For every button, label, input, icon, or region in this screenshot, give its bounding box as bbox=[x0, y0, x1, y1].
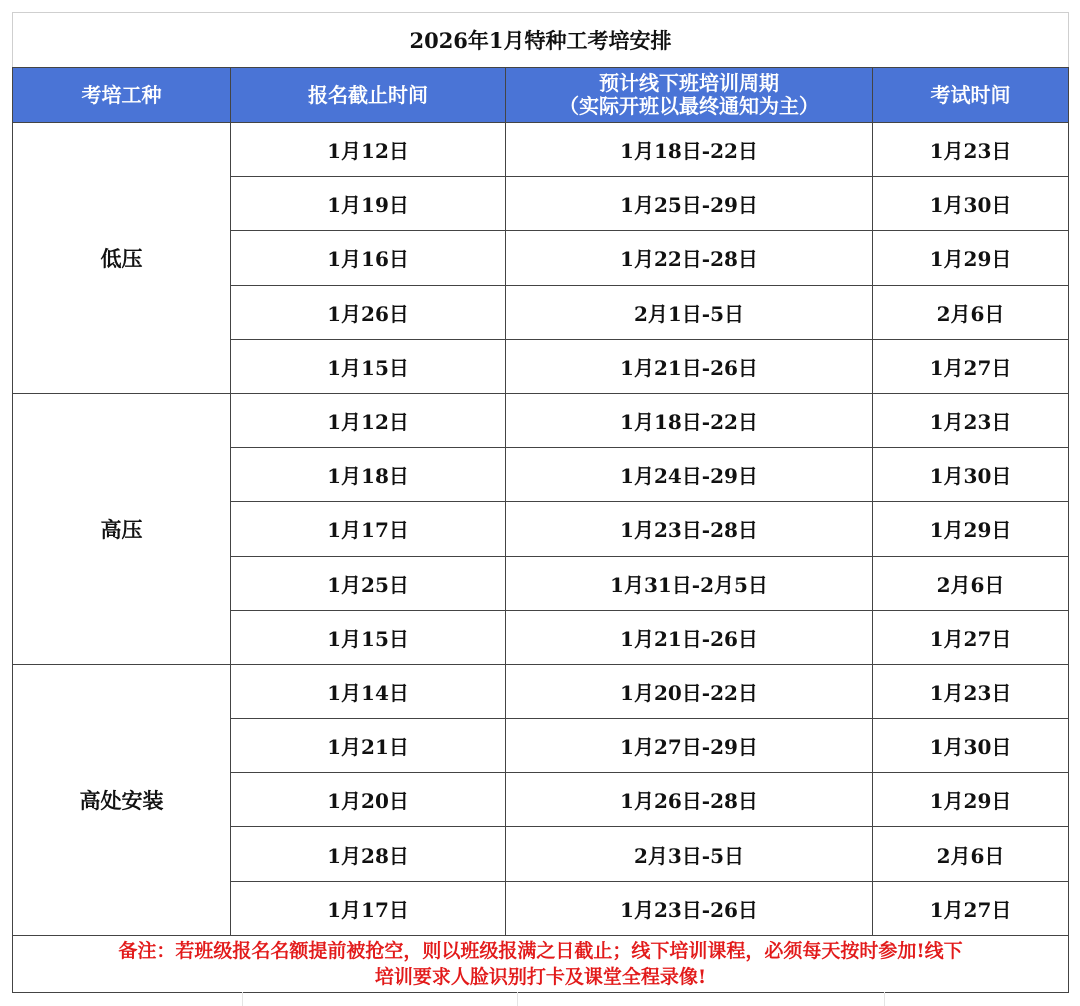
deadline-cell: 1月15日 bbox=[231, 610, 506, 664]
exam-cell: 1月29日 bbox=[873, 502, 1069, 556]
title-row bbox=[13, 13, 1069, 68]
category-cell: 低压 bbox=[13, 123, 231, 394]
exam-cell: 1月30日 bbox=[873, 177, 1069, 231]
exam-cell: 1月23日 bbox=[873, 664, 1069, 718]
note-line-1: 备注：若班级报名名额提前被抢空，则以班级报满之日截止；线下培训课程，必须每天按时参加!线下 bbox=[118, 939, 963, 962]
table-row bbox=[13, 123, 1069, 177]
deadline-cell: 1月17日 bbox=[231, 502, 506, 556]
training-cell: 1月31日-2月5日 bbox=[506, 556, 873, 610]
schedule-table bbox=[12, 12, 1069, 993]
grid-line bbox=[884, 992, 885, 1006]
deadline-cell: 1月17日 bbox=[231, 881, 506, 935]
deadline-cell: 1月18日 bbox=[231, 448, 506, 502]
exam-cell: 1月23日 bbox=[873, 393, 1069, 447]
schedule-sheet bbox=[12, 12, 1068, 993]
deadline-cell: 1月21日 bbox=[231, 719, 506, 773]
header-training bbox=[506, 68, 873, 123]
exam-cell: 2月6日 bbox=[873, 285, 1069, 339]
header-training-line1: 预计线下班培训周期 bbox=[599, 71, 779, 95]
training-cell: 1月22日-28日 bbox=[506, 231, 873, 285]
header-type: 考培工种 bbox=[13, 68, 231, 123]
training-cell: 1月21日-26日 bbox=[506, 339, 873, 393]
exam-cell: 1月29日 bbox=[873, 773, 1069, 827]
header-deadline: 报名截止时间 bbox=[231, 68, 506, 123]
header-training-line2: （实际开班以最终通知为主） bbox=[559, 94, 819, 118]
deadline-cell: 1月19日 bbox=[231, 177, 506, 231]
exam-cell: 1月30日 bbox=[873, 448, 1069, 502]
header-row bbox=[13, 68, 1069, 123]
deadline-cell: 1月28日 bbox=[231, 827, 506, 881]
category-cell: 高处安装 bbox=[13, 664, 231, 935]
training-cell: 1月21日-26日 bbox=[506, 610, 873, 664]
training-cell: 1月25日-29日 bbox=[506, 177, 873, 231]
deadline-cell: 1月26日 bbox=[231, 285, 506, 339]
deadline-cell: 1月12日 bbox=[231, 123, 506, 177]
training-cell: 1月18日-22日 bbox=[506, 393, 873, 447]
training-cell: 1月23日-26日 bbox=[506, 881, 873, 935]
exam-cell: 1月27日 bbox=[873, 339, 1069, 393]
training-cell: 1月24日-29日 bbox=[506, 448, 873, 502]
exam-cell: 2月6日 bbox=[873, 827, 1069, 881]
deadline-cell: 1月20日 bbox=[231, 773, 506, 827]
training-cell: 2月1日-5日 bbox=[506, 285, 873, 339]
grid-line bbox=[242, 992, 243, 1006]
deadline-cell: 1月12日 bbox=[231, 393, 506, 447]
deadline-cell: 1月25日 bbox=[231, 556, 506, 610]
exam-cell: 1月23日 bbox=[873, 123, 1069, 177]
category-cell: 高压 bbox=[13, 393, 231, 664]
note-line-2: 培训要求人脸识别打卡及课堂全程录像! bbox=[374, 965, 707, 988]
table-row bbox=[13, 393, 1069, 447]
note-row bbox=[13, 935, 1069, 992]
table-title: 2026年1月特种工考培安排 bbox=[13, 13, 1069, 68]
exam-cell: 2月6日 bbox=[873, 556, 1069, 610]
training-cell: 1月26日-28日 bbox=[506, 773, 873, 827]
exam-cell: 1月30日 bbox=[873, 719, 1069, 773]
deadline-cell: 1月15日 bbox=[231, 339, 506, 393]
training-cell: 1月23日-28日 bbox=[506, 502, 873, 556]
deadline-cell: 1月14日 bbox=[231, 664, 506, 718]
training-cell: 1月27日-29日 bbox=[506, 719, 873, 773]
exam-cell: 1月27日 bbox=[873, 881, 1069, 935]
training-cell: 1月18日-22日 bbox=[506, 123, 873, 177]
training-cell: 1月20日-22日 bbox=[506, 664, 873, 718]
training-cell: 2月3日-5日 bbox=[506, 827, 873, 881]
table-row bbox=[13, 664, 1069, 718]
deadline-cell: 1月16日 bbox=[231, 231, 506, 285]
header-exam: 考试时间 bbox=[873, 68, 1069, 123]
note-text bbox=[13, 935, 1069, 992]
exam-cell: 1月29日 bbox=[873, 231, 1069, 285]
exam-cell: 1月27日 bbox=[873, 610, 1069, 664]
grid-line bbox=[517, 992, 518, 1006]
